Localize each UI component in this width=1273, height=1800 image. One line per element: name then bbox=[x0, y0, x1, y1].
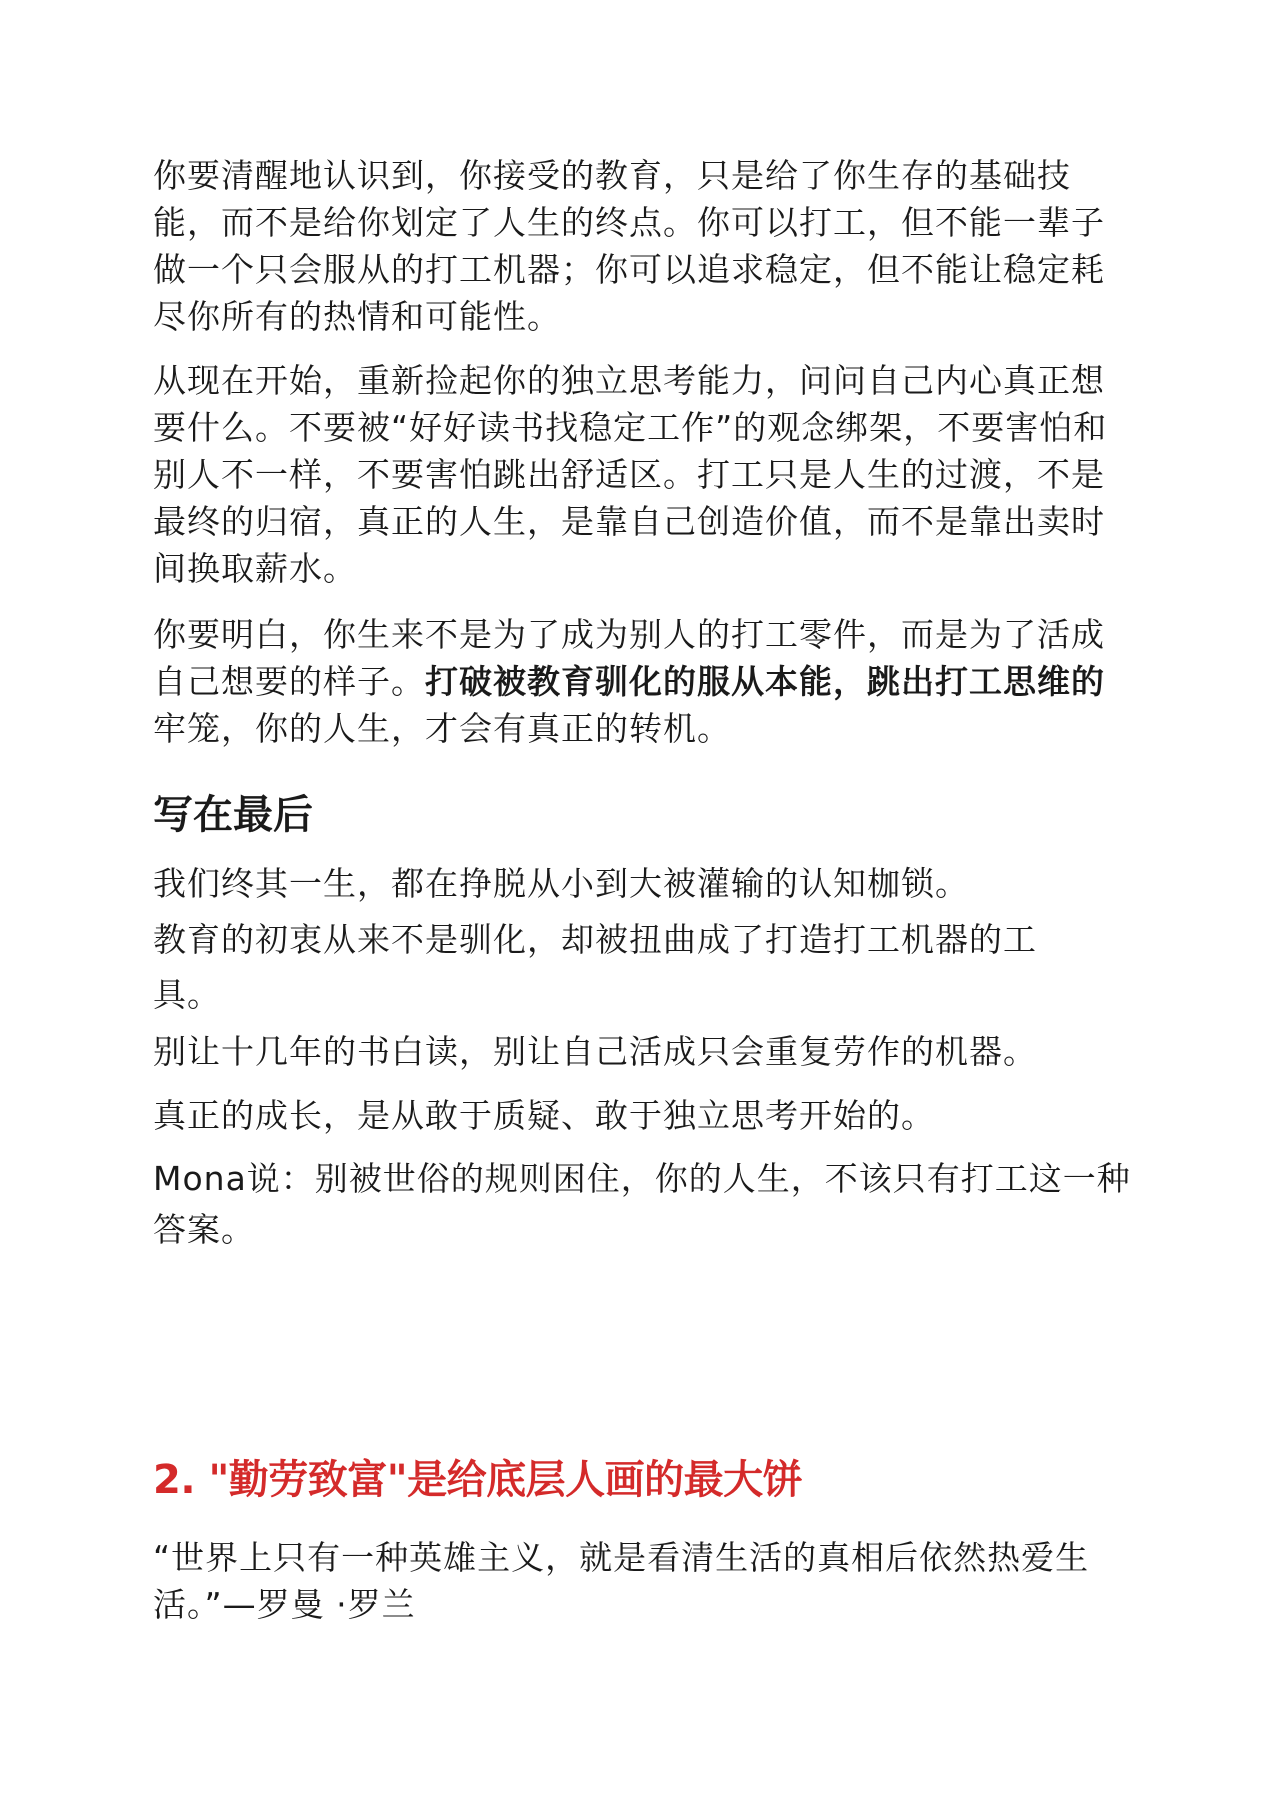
closing-line: 教育的初衷从来不是驯化，却被扭曲成了打造打工机器的工 bbox=[153, 920, 1037, 959]
paragraph-3-emphasis: 打破被教育驯化的服从本能，跳出打工思维的 bbox=[425, 662, 1105, 701]
paragraph-3-end: 牢笼，你的人生，才会有真正的转机。 bbox=[153, 709, 731, 748]
paragraph-1: 你要清醒地认识到，你接受的教育，只是给了你生存的基础技能，而不是给你划定了人生的终点。你可以打工，但不能一辈子做一个只会服从的打工机器；你可以追求稳定，但不能让稳定耗尽你所有的热情和可能性。 bbox=[153, 156, 1105, 336]
closing-line: Mona说：别被世俗的规则困住，你的人生，不该只有打工这一种 bbox=[153, 1159, 1131, 1198]
paragraph-2: 从现在开始，重新捡起你的独立思考能力，问问自己内心真正想要什么。不要被“好好读书找稳定工作”的观念绑架，不要害怕和别人不一样，不要害怕跳出舒适区。打工只是人生的过渡，不是最终的归宿，真正的人生，是靠自己创造价值，而不是靠出卖时间换取薪水。 bbox=[153, 361, 1108, 588]
closing-line: 我们终其一生，都在挣脱从小到大被灌输的认知枷锁。 bbox=[153, 864, 969, 903]
section-2-title: 2. "勤劳致富"是给底层人画的最大饼 bbox=[153, 1457, 803, 1503]
paragraph-3 bbox=[153, 611, 1133, 752]
quote-line: 活。”—罗曼 ·罗兰 bbox=[153, 1585, 416, 1624]
paragraph-3-start: 你要明白，你生来不是为了成为别人的打工零件，而是为了活成自己想要的样子。 bbox=[153, 615, 1105, 701]
closing-line: 真正的成长，是从敢于质疑、敢于独立思考开始的。 bbox=[153, 1096, 935, 1135]
quote-line: “世界上只有一种英雄主义，就是看清生活的真相后依然热爱生 bbox=[153, 1538, 1090, 1577]
closing-heading: 写在最后 bbox=[153, 792, 313, 838]
closing-line: 具。 bbox=[153, 975, 221, 1014]
closing-line: 别让十几年的书白读，别让自己活成只会重复劳作的机器。 bbox=[153, 1032, 1037, 1071]
closing-line: 答案。 bbox=[153, 1210, 255, 1249]
